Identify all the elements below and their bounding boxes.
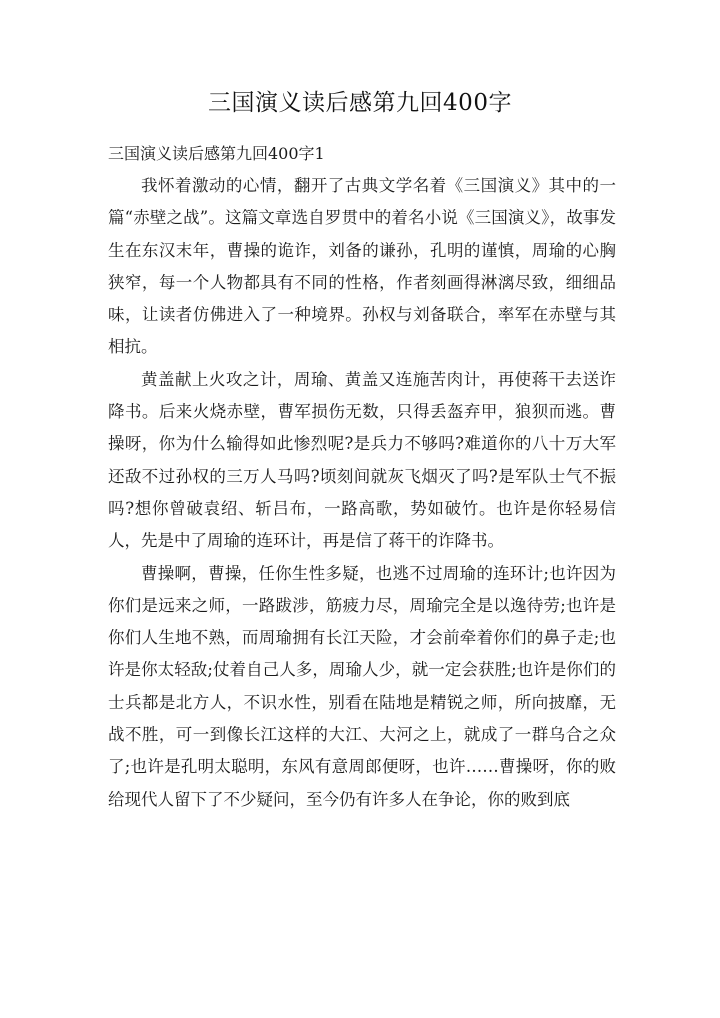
section-heading: 三国演义读后感第九回400字1: [108, 144, 325, 163]
paragraph: 黄盖献上火攻之计，周瑜、黄盖又连施苦肉计，再使蒋干去送诈降书。后来火烧赤壁，曹军损伤无数，只得丢盔弃甲，狼狈而逃。曹操呀，你为什么输得如此惨烈呢?是兵力不够吗?难道你的八十万大军还敌不过孙权的三万人马吗?顷刻间就灰飞烟灭了吗?是军队士气不振吗?想你曾破袁绍、斩吕布，一路高歌，势如破竹。也许是你轻易信人，先是中了周瑜的连环计，再是信了蒋干的诈降书。: [108, 369, 616, 551]
page-title: 三国演义读后感第九回400字: [208, 90, 512, 116]
paragraph: 曹操啊，曹操，任你生性多疑，也逃不过周瑜的连环计;也许因为你们是远来之师，一路跋涉，筋疲力尽，周瑜完全是以逸待劳;也许是你们人生地不熟，而周瑜拥有长江天险，才会前牵着你们的鼻子走;也许是你太轻敌;仗着自己人多，周瑜人少，就一定会获胜;也许是你们的士兵都是北方人，不识水性，别看在陆地是精锐之师，所向披靡，无战不胜，可一到像长江这样的大江、大河之上，就成了一群乌合之众了;也许是孔明太聪明，东风有意周郎便呀，也许……曹操呀，你的败给现代人留下了不少疑问，至今仍有许多人在争论，你的败到底: [108, 563, 616, 809]
paragraph: 我怀着激动的心情，翻开了古典文学名着《三国演义》其中的一篇“赤壁之战”。这篇文章选自罗贯中的着名小说《三国演义》，故事发生在东汉末年，曹操的诡诈，刘备的谦孙，孔明的谨慎，周瑜的心胸狭窄，每一个人物都具有不同的性格，作者刻画得淋漓尽致，细细品味，让读者仿佛进入了一种境界。孙权与刘备联合，率军在赤壁与其相抗。: [108, 176, 616, 357]
article-body: [108, 170, 616, 816]
